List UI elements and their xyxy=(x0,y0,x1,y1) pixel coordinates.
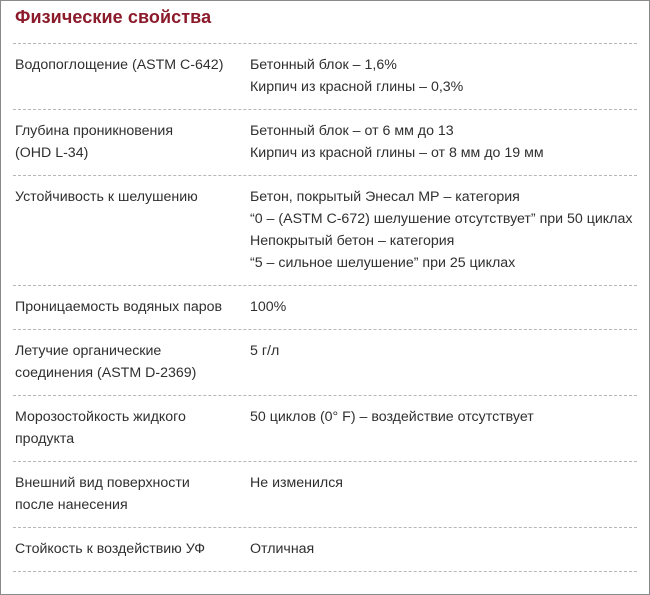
table-title: Физические свойства xyxy=(15,7,212,27)
divider xyxy=(13,285,637,286)
property-value: 100% xyxy=(250,299,287,315)
property-value: Отличная xyxy=(250,541,315,557)
property-name: Проницаемость водяных паров xyxy=(15,299,223,315)
property-value: Бетон, покрытый Энесал МР – категория “0 – (ASTM C-672) шелушение отсутствует” при 50 циклах Непокрытый бетон – категория “5 – сильное шелушение” при 25 циклах xyxy=(250,189,633,271)
property-value: 5 г/л xyxy=(250,343,280,359)
divider xyxy=(13,175,637,176)
divider xyxy=(13,43,637,44)
property-name: Внешний вид поверхности после нанесения xyxy=(15,475,190,513)
property-value: 50 циклов (0° F) – воздействие отсутствует xyxy=(250,409,534,425)
divider xyxy=(13,395,637,396)
property-name: Летучие органические соединения (ASTM D-2369) xyxy=(15,343,197,381)
divider xyxy=(13,461,637,462)
divider xyxy=(13,109,637,110)
property-value: Бетонный блок – от 6 мм до 13 Кирпич из красной глины – от 8 мм до 19 мм xyxy=(250,123,544,161)
divider xyxy=(13,527,637,528)
property-name: Водопоглощение (ASTM C-642) xyxy=(15,57,224,73)
property-name: Глубина проникновения (OHD L-34) xyxy=(15,123,174,161)
property-value: Не изменился xyxy=(250,475,343,491)
property-value: Бетонный блок – 1,6% Кирпич из красной глины – 0,3% xyxy=(250,57,464,95)
divider xyxy=(13,571,637,572)
property-name: Устойчивость к шелушению xyxy=(15,189,198,205)
divider xyxy=(13,329,637,330)
property-name: Морозостойкость жидкого продукта xyxy=(15,409,186,447)
property-name: Стойкость к воздействию УФ xyxy=(15,541,206,557)
